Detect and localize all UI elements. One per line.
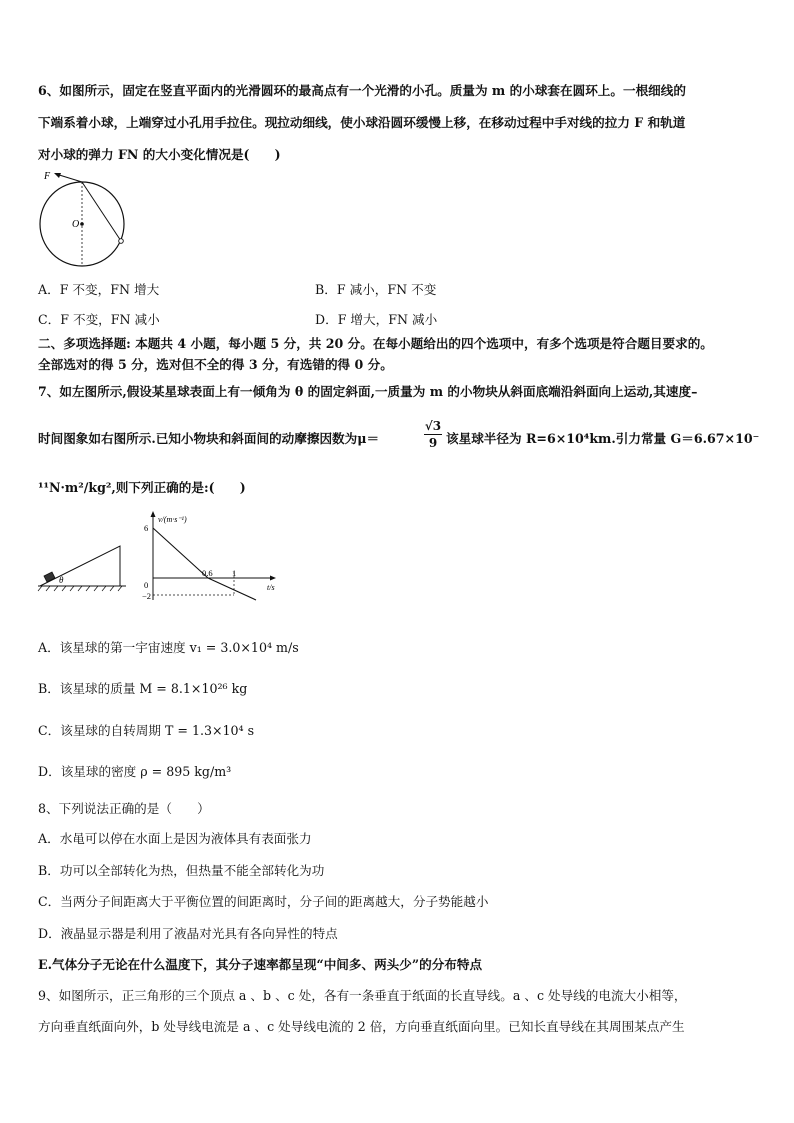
tick-1: 1 <box>232 568 237 578</box>
q7-option-c: C．该星球的自转周期 T = 1.3×10⁴ s <box>38 723 255 738</box>
ball <box>119 239 124 244</box>
q6-stem-line3: 对小球的弹力 FN 的大小变化情况是( ) <box>38 147 281 162</box>
incline-figure <box>38 536 128 592</box>
q9-stem-line1: 9、如图所示，正三角形的三个顶点 a 、b 、c 处，各有一条垂直于纸面的长直导线。a 、c 处导线的电流大小相等， <box>38 988 687 1003</box>
q8-option-b: B．功可以全部转化为热，但热量不能全部转化为功 <box>38 863 325 878</box>
q6-option-c: C．F 不变，FN 减小 <box>38 312 160 327</box>
tick-6: 6 <box>144 523 149 533</box>
q6-stem-line2: 下端系着小球，上端穿过小孔用手拉住。现拉动细线，使小球沿圆环缓慢上移，在移动过程中手对线的拉力 F 和轨道 <box>38 115 686 130</box>
friction-fraction <box>424 419 442 452</box>
q7-stem-line2b: 该星球半径为 R=6×10⁴km.引力常量 G＝6.67×10⁻ <box>446 431 760 446</box>
fraction-numerator: √3 <box>424 419 442 433</box>
theta-label: θ <box>59 575 64 585</box>
q6-circle-figure <box>36 170 136 275</box>
q8-option-d: D．液晶显示器是利用了液晶对光具有各向异性的特点 <box>38 926 338 941</box>
q6-option-b: B．F 减小，FN 不变 <box>315 282 437 297</box>
y-axis-label: v/(m·s⁻¹) <box>158 515 187 524</box>
x-axis-arrow <box>270 576 276 581</box>
q8-stem: 8、下列说法正确的是（ ） <box>38 801 210 816</box>
velocity-time-graph <box>138 510 288 605</box>
q7-option-d: D．该星球的密度 ρ = 895 kg/m³ <box>38 764 232 779</box>
section2-line2: 全部选对的得 5 分，选对但不全的得 3 分，有选错的得 0 分。 <box>38 357 393 372</box>
x-axis-label: t/s <box>267 583 275 592</box>
q7-option-b: B．该星球的质量 M = 8.1×10²⁶ kg <box>38 681 248 696</box>
block <box>44 572 55 582</box>
tick-0-6: 0.6 <box>202 568 213 578</box>
string-line <box>82 182 121 241</box>
velocity-line <box>153 528 208 578</box>
tick-minus2: −2 <box>142 591 152 601</box>
q7-stem-line3: ¹¹N·m²/kg²,则下列正确的是:( ) <box>38 480 246 495</box>
q8-option-c: C．当两分子间距离大于平衡位置的间距离时，分子间的距离越大，分子势能越小 <box>38 894 489 909</box>
velocity-line-down <box>208 578 256 600</box>
force-arrowhead <box>54 173 61 178</box>
q6-option-d: D．F 增大，FN 减小 <box>315 312 438 327</box>
incline-triangle <box>40 546 120 586</box>
q6-stem-line1: 6、如图所示，固定在竖直平面内的光滑圆环的最高点有一个光滑的小孔。质量为 m 的小球套在圆环上。一根细线的 <box>38 83 686 98</box>
label-O: O <box>72 219 80 230</box>
q8-option-e: E.气体分子无论在什么温度下，其分子速率都呈现“中间多、两头少”的分布特点 <box>38 957 483 972</box>
q7-stem-line1: 7、如左图所示,假设某星球表面上有一倾角为 θ 的固定斜面,一质量为 m 的小物块从斜面底端沿斜面向上运动,其速度– <box>38 384 698 399</box>
q8-option-a: A．水黾可以停在水面上是因为液体具有表面张力 <box>38 831 312 846</box>
y-axis-arrow <box>151 511 156 517</box>
fraction-denominator: 9 <box>428 436 438 450</box>
section2-line1: 二、多项选择题: 本题共 4 小题，每小题 5 分，共 20 分。在每小题给出的四个选项中，有多个选项是符合题目要求的。 <box>38 336 713 351</box>
q7-stem-line2a: 时间图象如右图所示.已知小物块和斜面间的动摩擦因数为μ＝ <box>38 431 380 446</box>
q7-option-a: A．该星球的第一宇宙速度 v₁ = 3.0×10⁴ m/s <box>38 640 299 655</box>
center-point <box>80 222 84 226</box>
label-F: F <box>44 171 51 182</box>
q6-option-a: A．F 不变，FN 增大 <box>38 282 160 297</box>
q9-stem-line2: 方向垂直纸面向外，b 处导线电流是 a 、c 处导线电流的 2 倍，方向垂直纸面向里。已知长直导线在其周围某点产生 <box>38 1019 685 1034</box>
tick-0: 0 <box>144 580 149 590</box>
ground-hatching <box>38 586 122 591</box>
